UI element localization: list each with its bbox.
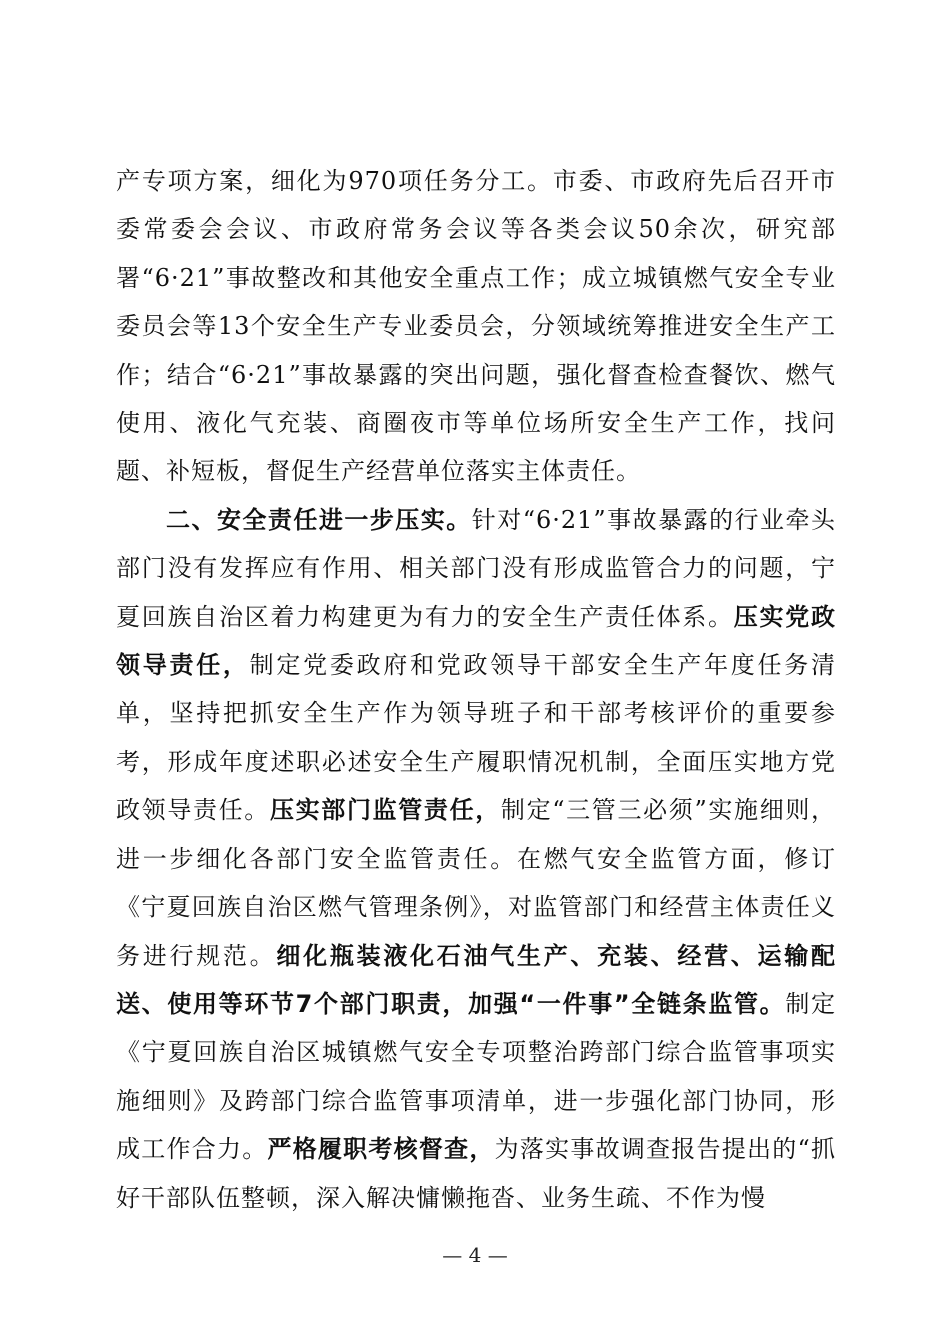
paragraph-text: 针对“6·21”事故暴露的行业牵头部门没有发挥应有作用、相关部门没有形成监管合力的问题，宁夏回族自治区着力构建更为有力的安全生产责任体系。	[116, 505, 836, 631]
bold-lead-phrase: 严格履职考核督查，	[267, 1134, 495, 1164]
bold-lead-phrase: 压实党政领导责任，	[116, 601, 837, 680]
section-heading: 二、安全责任进一步压实。	[166, 505, 472, 534]
page-number: — 4 —	[442, 1243, 508, 1267]
paragraph-text: 为落实事故调查报告提出的“抓好干部队伍整顿，深入解决慵懒拖沓、业务生疏、不作为慢	[116, 1135, 837, 1212]
paragraph-text: 制定“三管三必须”实施细则，进一步细化各部门安全监管责任。在燃气安全监管方面，修订《宁夏回族自治区燃气管理条例》，对监管部门和经营主体责任义务进行规范。	[116, 796, 837, 970]
paragraph-text: 产专项方案，细化为970项任务分工。市委、市政府先后召开市委常委会会议、市政府常务会议等各类会议50余次，研究部署“6·21”事故整改和其他安全重点工作；成立城镇燃气安全专业委员会等13个安全生产专业委员会，分领域统筹推进安全生产工作；结合“6·21”事故暴露的突出问题，强化督查检查餐饮、燃气使用、液化气充装、商圈夜市等单位场所安全生产工作，找问题、补短板，督促生产经营单位落实主体责任。	[116, 167, 836, 486]
paragraph-text: 制定党委政府和党政领导干部安全生产年度任务清单，坚持把抓安全生产作为领导班子和干部考核评价的重要参考，形成年度述职必述安全生产履职情况机制，全面压实地方党政领导责任。	[116, 651, 837, 825]
document-body	[116, 157, 836, 1222]
paragraph-text: 制定《宁夏回族自治区城镇燃气安全专项整治跨部门综合监管事项实施细则》及跨部门综合监管事项清单，进一步强化部门协同，形成工作合力。	[116, 989, 836, 1164]
paragraph-continuation	[116, 157, 836, 496]
paragraph-section-two	[116, 496, 836, 1222]
bold-emphasis-sentence: 细化瓶装液化石油气生产、充装、经营、运输配送、使用等环节7个部门职责，加强“一件事”全链条监管。	[116, 941, 837, 1018]
bold-lead-phrase: 压实部门监管责任，	[269, 795, 501, 825]
